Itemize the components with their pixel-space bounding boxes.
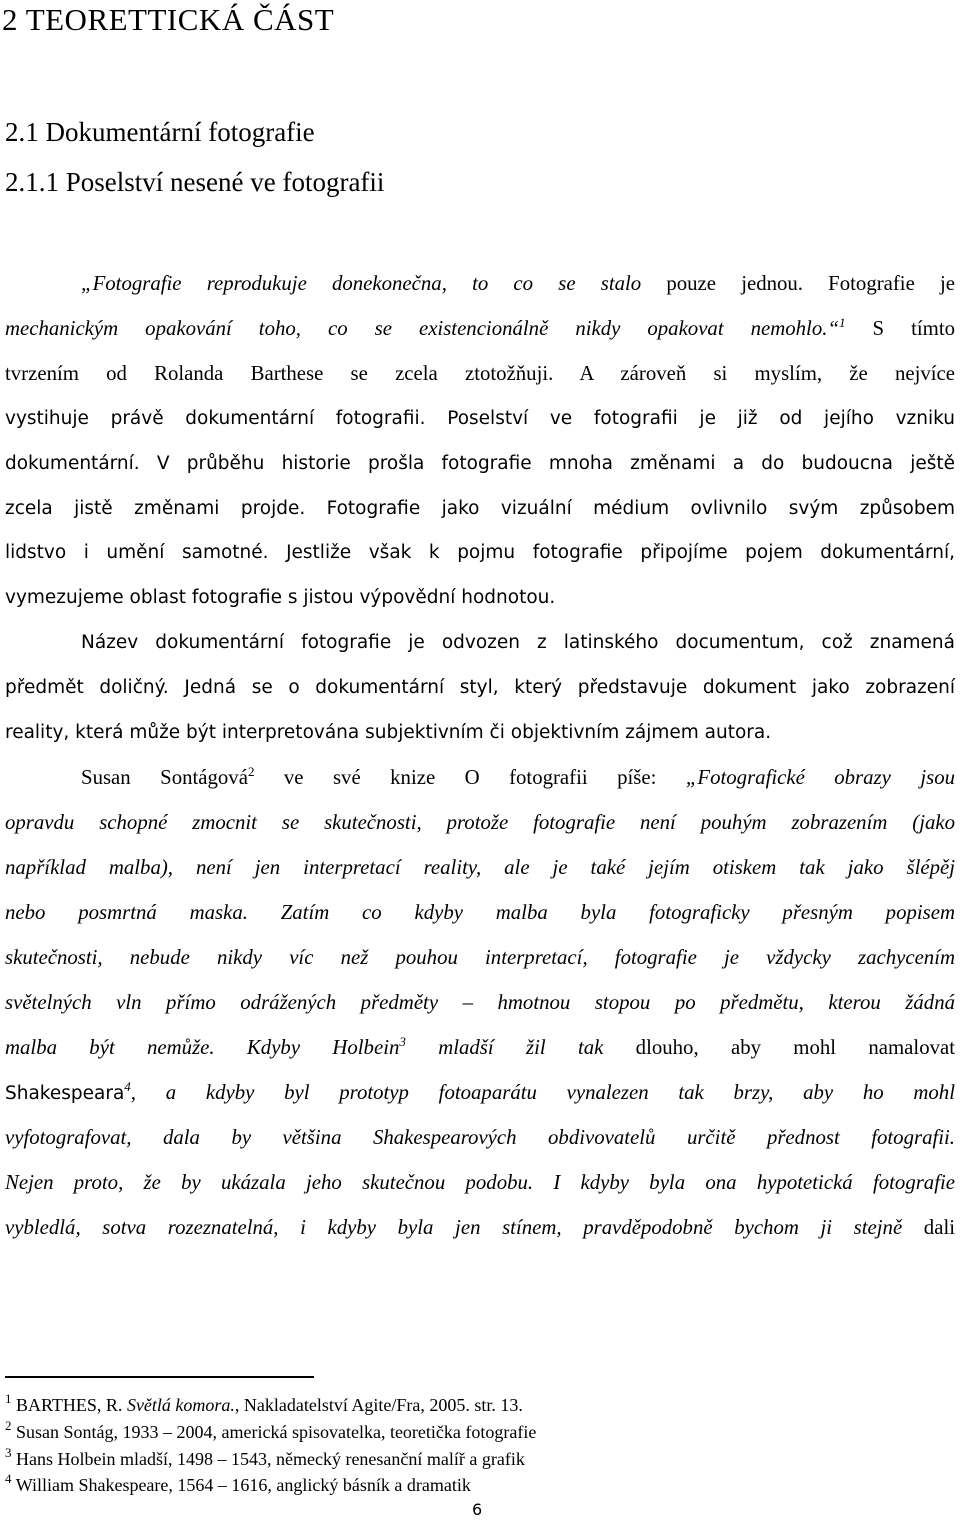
text-run: opravdu schopné zmocnit se skutečnosti, protože fotografie není pouhým zobrazením (jako [5,811,955,834]
text-run: skutečnosti, nebude nikdy víc než pouhou interpretací, fotografie je vždycky zachycením [5,946,955,969]
paragraph-line [5,898,955,928]
footnote-text: William Shakespeare, 1564 – 1616, anglický básník a dramatik [15,1475,471,1495]
paragraph-line [5,1168,955,1198]
text-run: tvrzením od Rolanda Barthese se zcela ztotožňuji. A zároveň si myslím, že nejvíce [5,362,955,385]
text-run: vyfotografovat, dala by většina Shakespearových obdivovatelů určitě přednost fotografii. [5,1126,955,1149]
paragraph-line [5,808,955,838]
text-run: Název dokumentární fotografie je odvozen z latinského documentum, což znamená [81,632,955,653]
paragraph-line [5,583,955,613]
text-run: reality, která může být interpretována subjektivním či objektivním zájmem autora. [5,722,772,743]
text-run: lidstvo i umění samotné. Jestliže však k pojmu fotografie připojíme pojem dokumentární, [5,542,955,563]
paragraph-line [5,1033,955,1063]
paragraph-line [5,449,955,479]
footnote [5,1420,536,1444]
paragraph-line [5,494,955,524]
paragraph-line [5,404,955,434]
text-run: světelných vln přímo odrážených předměty – hmotnou stopou po předmětu, kterou žádná [5,991,955,1014]
text-run: Nejen proto, že by ukázala jeho skutečnou podobu. I kdyby byla ona hypotetická fotografie [5,1171,955,1194]
footnote-ref: 1 [839,315,846,330]
paragraph-line [5,1123,955,1153]
paragraph-line [5,943,955,973]
paragraph-line [81,628,955,658]
text-run: ve své knize O fotografii píše: [254,766,686,789]
paragraph-line [5,1078,955,1109]
quote-text: malba být nemůže. Kdyby Holbein [5,1036,400,1059]
text-run: dokumentární. V průběhu historie prošla fotografie mnoha změnami a do budoucna ještě [5,453,955,474]
text-run: zcela jistě změnami projde. Fotografie jako vizuální médium ovlivnilo svým způsobem [5,498,955,519]
footnote-text: Hans Holbein mladší, 1498 – 1543, německý renesanční malíř a grafik [16,1449,525,1469]
paragraph-line [5,538,955,568]
footnote [5,1473,471,1497]
footnote-ref: 2 [247,764,255,779]
text-run: předmět doličný. Jedná se o dokumentární styl, který představuje dokument jako zobrazení [5,677,955,698]
quote-text: „Fotografické obrazy jsou [685,766,955,789]
paragraph-line [81,269,955,299]
paragraph-line [5,1213,955,1243]
text-run: S tímto [845,317,956,340]
text-run: nebo posmrtná maska. Zatím co kdyby malba byla fotograficky přesným popisem [5,901,955,924]
paragraph-line [5,314,955,344]
footnote-ref: 4 [124,1079,131,1094]
quote-text: „Fotografie reprodukuje donekonečna, to co se stalo [81,272,642,295]
text-run: například malba), není jen interpretací reality, ale je také jejím otiskem tak jako šlépěj [5,856,955,879]
text-run: vystihuje právě dokumentární fotografii. Poselství ve fotografii je již od jejího vzniku [5,408,955,429]
text-run: vymezujeme oblast fotografie s jistou výpovědní hodnotou. [5,587,556,608]
quote-text: mechanickým opakování toho, co se existencionálně nikdy opakovat nemohlo. [5,317,828,340]
section-heading: 2.1 Dokumentární fotografie [5,117,315,147]
footnote-text: , Nakladatelství Agite/Fra, 2005. str. 13. [234,1395,523,1415]
text-run: dlouho, aby mohl namalovat [603,1036,955,1059]
text-run: dali [902,1216,955,1239]
paragraph-line [5,673,955,703]
quote-text: , a kdyby byl prototyp fotoaparátu vynalezen tak brzy, aby ho mohl [130,1081,955,1104]
text-run: pouze jednou. Fotografie je [641,272,955,295]
footnote-text: Susan Sontág, 1933 – 2004, americká spisovatelka, teoretička fotografie [16,1422,537,1442]
paragraph-line [5,853,955,883]
footnote-number: 1 [5,1391,12,1406]
footnote [5,1447,525,1471]
paragraph-line [5,988,955,1018]
footnote-number: 3 [5,1445,12,1460]
footnote-separator [5,1376,314,1378]
paragraph-line [81,763,955,793]
quote-text: vybledlá, sotva rozeznatelná, i kdyby byla jen stínem, pravděpodobně bychom ji stejně [5,1216,903,1239]
text-run: Shakespeara [5,1083,125,1104]
footnote-ref: 3 [399,1034,406,1049]
quote-text: mladší žil tak [405,1036,604,1059]
closing-quote: “ [827,317,840,340]
paragraph-line [5,718,955,748]
chapter-heading: 2 TEORETTICKÁ ČÁST [2,2,335,37]
paragraph-line [5,359,955,389]
footnote [5,1393,523,1417]
footnote-number: 2 [5,1418,12,1433]
footnote-title: Světlá komora. [126,1395,235,1415]
page-number: 6 [472,1500,483,1519]
footnote-number: 4 [5,1471,12,1486]
footnote-text: BARTHES, R. [16,1395,127,1415]
subsection-heading: 2.1.1 Poselství nesené ve fotografii [5,167,385,197]
text-run: Susan Sontágová [81,766,248,789]
